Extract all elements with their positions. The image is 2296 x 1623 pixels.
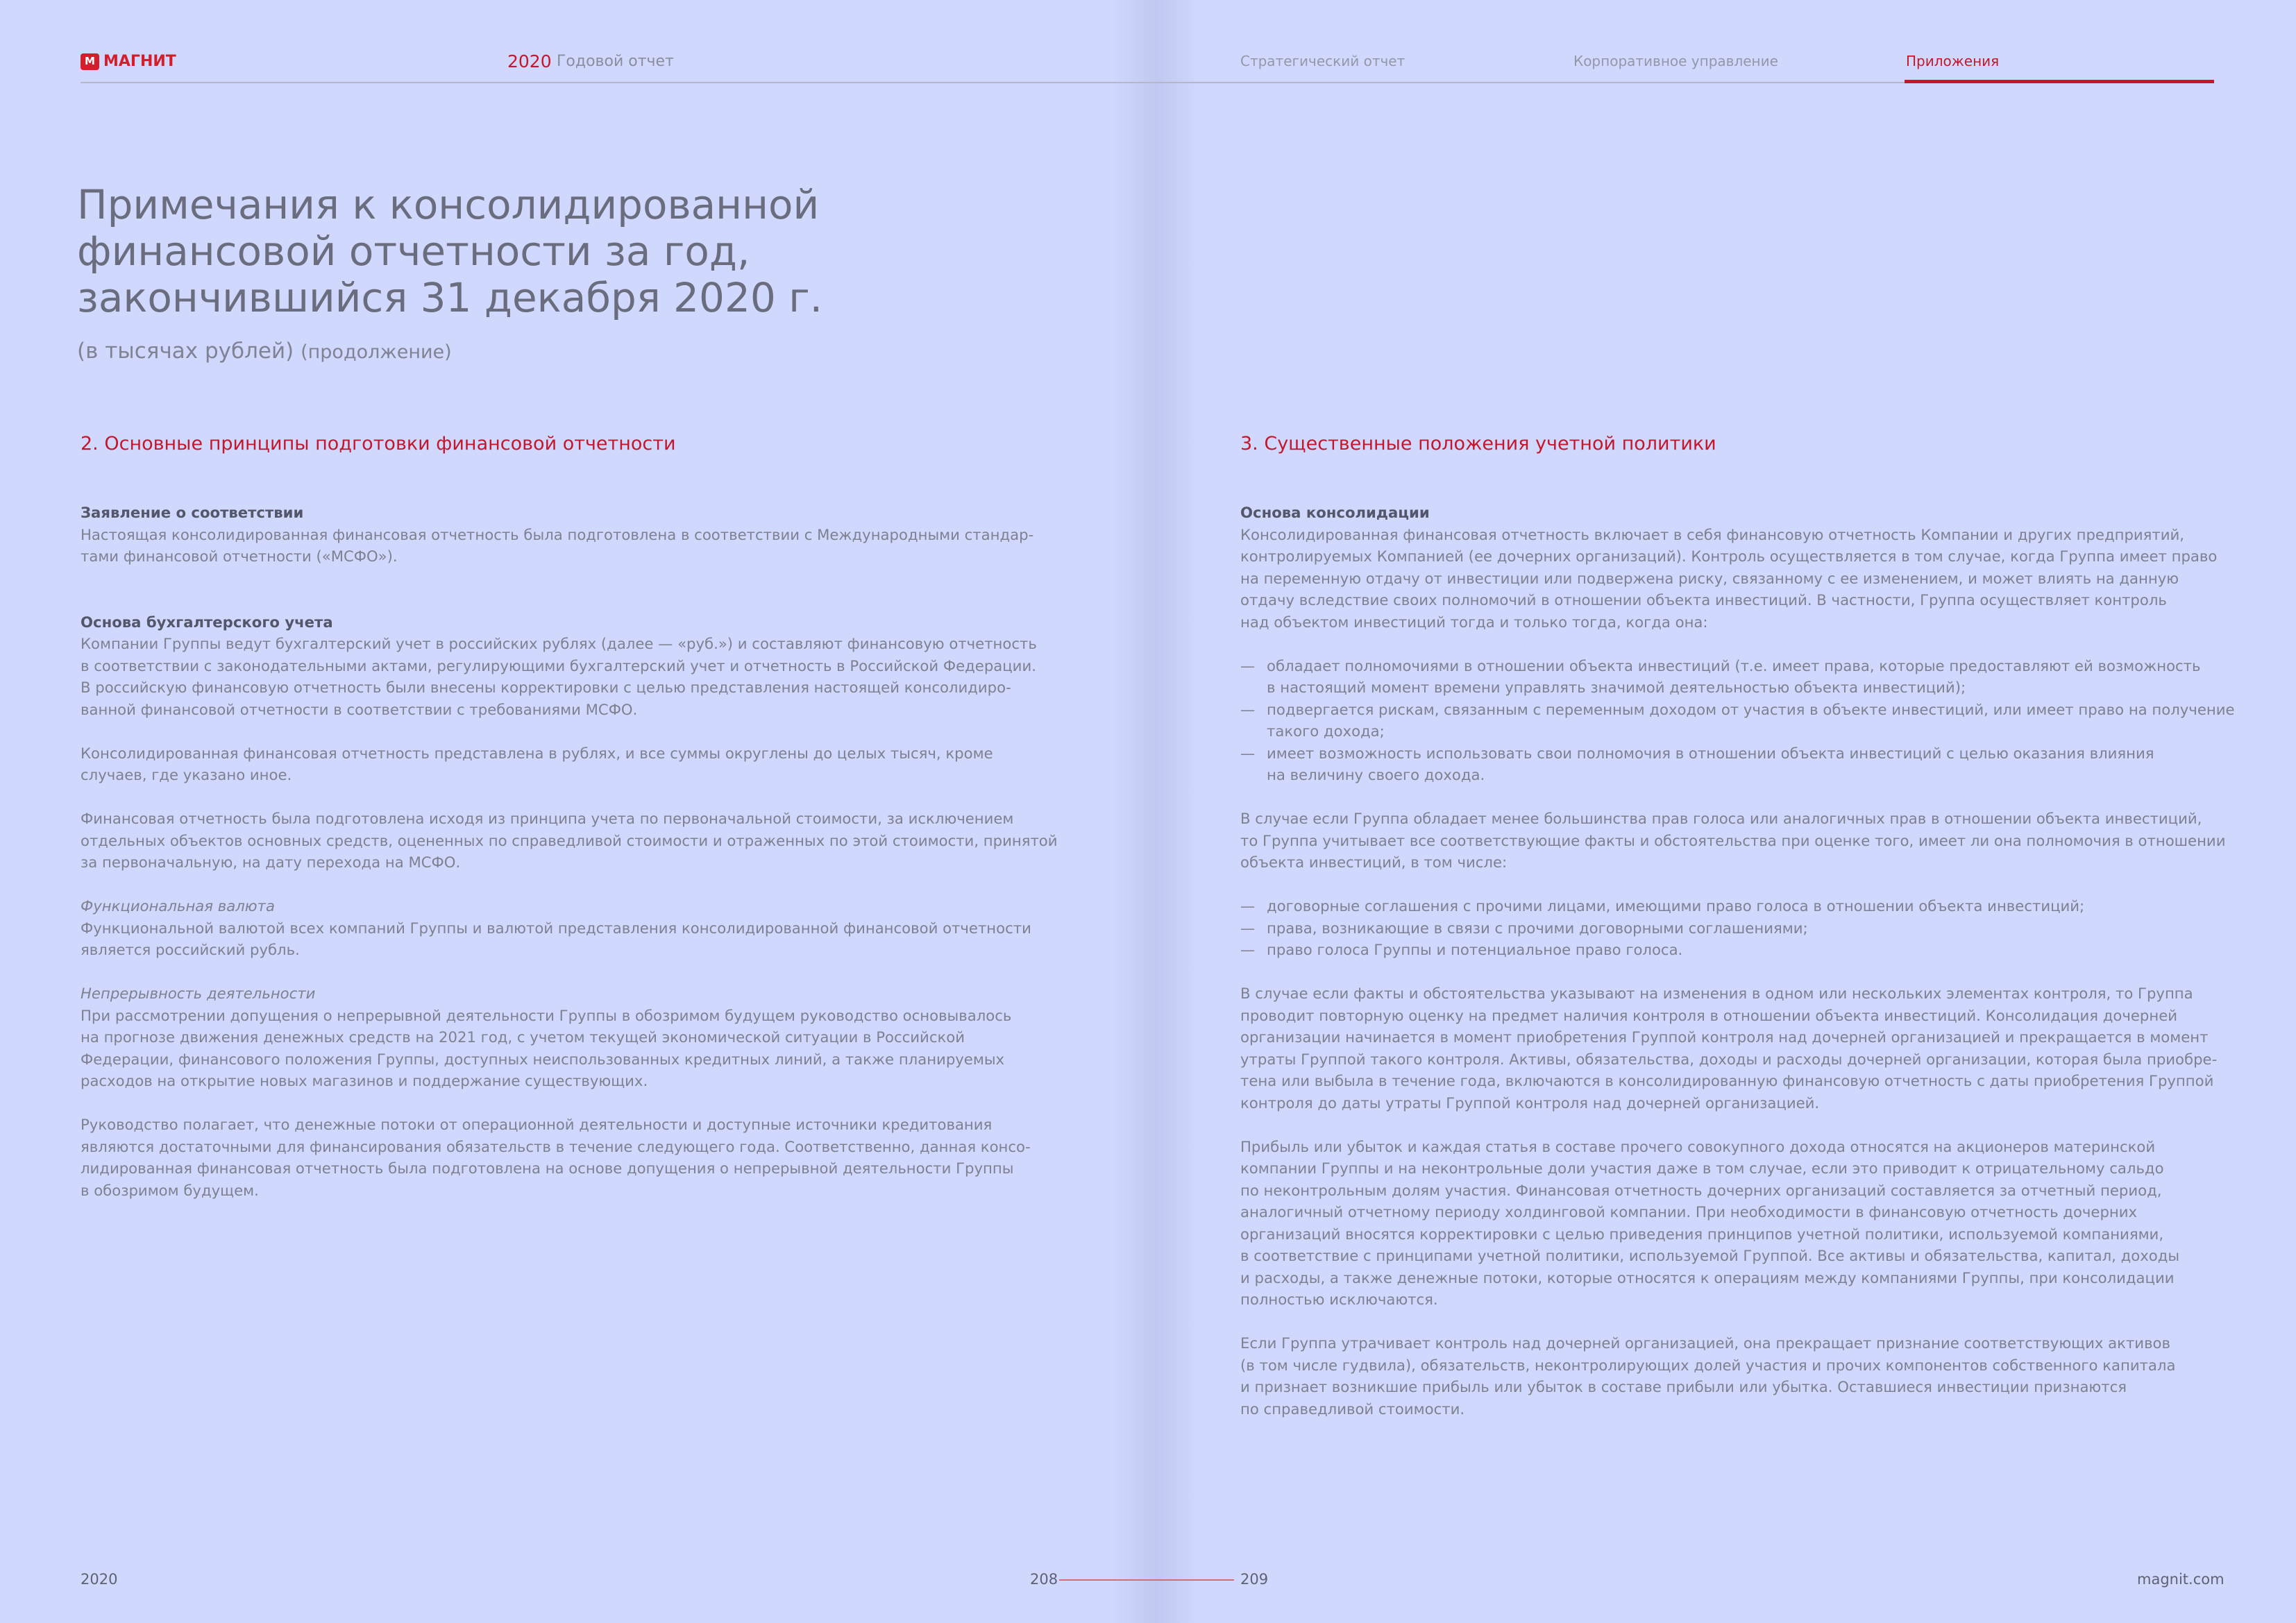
list-item (1240, 655, 2235, 699)
text-line: и признает возникшие прибыль или убыток в составе прибыли или убытка. Оставшиеся инвестиции признаются (1240, 1378, 2127, 1395)
text-line: имеет возможность использовать свои полномочия в отношении объекта инвестиций с целью оказания влияния (1267, 744, 2154, 762)
list-item (1240, 895, 2235, 917)
text-line: В случае если факты и обстоятельства указывают на изменения в одном или нескольких элементах контроля, то Группа (1240, 985, 2193, 1002)
text-line: лидированная финансовая отчетность была подготовлена на основе допущения о непрерывной деятельности Группы (81, 1159, 1014, 1177)
page-gutter (1111, 0, 1194, 1623)
text-line: (в том числе гудвила), обязательств, неконтролирующих долей участия и прочих компонентов собственного капитала (1240, 1356, 2176, 1374)
text-line: компании Группы и на неконтрольные доли участия даже в том случае, если это приводит к отрицательному сальдо (1240, 1159, 2164, 1177)
text-line: случаев, где указано иное. (81, 766, 292, 783)
text-line: Федерации, финансового положения Группы, доступных неиспользованных кредитных линий, а также планируемых (81, 1050, 1005, 1068)
text-line: над объектом инвестиций тогда и только тогда, когда она: (1240, 613, 1708, 631)
text-line: Настоящая консолидированная финансовая отчетность была подготовлена в соответствии с Международными стандар- (81, 525, 1034, 543)
text-line: При рассмотрении допущения о непрерывной деятельности Группы в обозримом будущем руководство основывалось (81, 1006, 1012, 1024)
text-line: за первоначальную, на дату перехода на МСФО. (81, 853, 461, 871)
footer-year: 2020 (81, 1571, 118, 1588)
magnit-logo[interactable] (81, 53, 176, 70)
left-column (81, 502, 1058, 1201)
text-line: Консолидированная финансовая отчетность включает в себя финансовую отчетность Компании и других предприятий, (1240, 525, 2185, 543)
text-line: ванной финансовой отчетности в соответствии с требованиями МСФО. (81, 700, 638, 718)
list-item (1240, 699, 2235, 742)
text-line: Консолидированная финансовая отчетность представлена в рублях, и все суммы округлены до целых тысяч, кроме (81, 744, 993, 762)
text-line: по неконтрольным долям участия. Финансовая отчетность дочерних организаций составляется за отчетный период, (1240, 1181, 2162, 1199)
logo-text: МАГНИТ (103, 53, 176, 70)
text-line: право голоса Группы и потенциальное право голоса. (1267, 941, 1683, 958)
text-line: аналогичный отчетному периоду холдинговой компании. При необходимости в финансовую отчетность дочерних (1240, 1203, 2138, 1221)
text-line: тами финансовой отчетности («МСФО»). (81, 547, 398, 565)
section-title-2: 2. Основные принципы подготовки финансовой отчетности (81, 433, 676, 454)
title-line: финансовой отчетности за год, (77, 228, 750, 275)
text-line: подвергается рискам, связанным с переменным доходом от участия в объекте инвестиций, или имеет право на получение (1267, 700, 2235, 718)
text-line: отдачу вследствие своих полномочий в отношении объекта инвестиций. В частности, Группа осуществляет контроль (1240, 591, 2167, 609)
text-line: права, возникающие в связи с прочими договорными соглашениями; (1267, 919, 1808, 937)
text-line: то Группа учитывает все соответствующие факты и обстоятельства при оценке того, имеет ли она полномочия в отношении (1240, 831, 2226, 849)
text-line: Компании Группы ведут бухгалтерский учет в российских рублях (далее — «руб.») и составляют финансовую отчетность (81, 635, 1037, 652)
bullet-dash: — (1240, 919, 1256, 937)
text-line: и расходы, а также денежные потоки, которые относятся к операциям между компаниями Группы, при консолидации (1240, 1268, 2175, 1286)
text-line: В случае если Группа обладает менее большинства прав голоса или аналогичных прав в отношении объекта инвестиций, (1240, 810, 2202, 827)
header-year: 2020 (507, 51, 552, 71)
text-line: на прогнозе движения денежных средств на 2021 год, с учетом текущей экономической ситуации в Российской (81, 1028, 965, 1046)
text-line: обладает полномочиями в отношении объекта инвестиций (т.е. имеет права, которые предоставляют ей возможность (1267, 656, 2201, 674)
header-report-title: Годовой отчет (557, 53, 674, 70)
nav-corporate-governance[interactable]: Корпоративное управление (1573, 53, 1778, 69)
text-line: являются достаточными для финансирования обязательств в течение следующего года. Соответственно, данная консо- (81, 1137, 1031, 1155)
text-line: контроля до даты утраты Группой контроля над дочерней организацией. (1240, 1094, 1820, 1112)
text-line: тена или выбыла в течение года, включаются в консолидированную финансовую отчетность с даты приобретения Группой (1240, 1072, 2214, 1089)
bullet-dash: — (1240, 656, 1256, 674)
compliance-heading: Заявление о соответствии (81, 504, 304, 521)
text-line: организаций вносятся корректировки с целью приведения принципов учетной политики, используемой компаниями, (1240, 1225, 2164, 1243)
text-line: в настоящий момент времени управлять значимой деятельностью объекта инвестиций); (1267, 679, 1966, 696)
text-line: в соответствие с принципами учетной политики, используемой Группой. Все активы и обязательства, капитал, доходы (1240, 1247, 2180, 1264)
text-line: на переменную отдачу от инвестиции или подвержена риску, связанному с ее изменением, и может влиять на данную (1240, 569, 2179, 587)
text-line: контролируемых Компанией (ее дочерних организаций). Контроль осуществляется в том случае, когда Группа имеет право (1240, 547, 2218, 565)
right-column (1240, 502, 2235, 1420)
text-line: проводит повторную оценку на предмет наличия контроля в отношении объекта инвестиций. Консолидация дочерней (1240, 1006, 2178, 1024)
going-concern-heading: Непрерывность деятельности (81, 985, 316, 1002)
text-line: В российскую финансовую отчетность были внесены корректировки с целью представления настоящей консолидиро- (81, 679, 1011, 696)
consolidation-heading: Основа консолидации (1240, 504, 1430, 521)
currency-heading: Функциональная валюта (81, 897, 275, 915)
text-line: отдельных объектов основных средств, оцененных по справедливой стоимости и отраженных по этой стоимости, принятой (81, 831, 1058, 849)
active-nav-underline (1905, 80, 2214, 83)
list-item (1240, 742, 2235, 786)
bullet-dash: — (1240, 700, 1256, 718)
page-number-left: 208 (1030, 1571, 1058, 1588)
nav-appendices[interactable]: Приложения (1906, 53, 2000, 69)
page-number-right: 209 (1240, 1571, 1269, 1588)
continued-note: (продолжение) (301, 341, 452, 363)
nav-strategic-report[interactable]: Стратегический отчет (1240, 53, 1406, 69)
text-line: Если Группа утрачивает контроль над дочерней организацией, она прекращает признание соответствующих активов (1240, 1334, 2171, 1352)
bullet-dash: — (1240, 744, 1256, 762)
section-title-3: 3. Существенные положения учетной политики (1240, 433, 1716, 454)
bullet-dash: — (1240, 941, 1256, 958)
text-line: полностью исключаются. (1240, 1291, 1438, 1308)
text-line: Руководство полагает, что денежные потоки от операционной деятельности и доступные источники кредитования (81, 1116, 993, 1133)
text-line: Прибыль или убыток и каждая статья в составе прочего совокупного дохода относятся на акционеров материнской (1240, 1137, 2156, 1155)
text-line: расходов на открытие новых магазинов и поддержание существующих. (81, 1072, 648, 1089)
text-line: является российский рубль. (81, 941, 300, 958)
text-line: организации начинается в момент приобретения Группой контроля над дочерней организацией и прекращается в момент (1240, 1028, 2209, 1046)
units-note: (в тысячах рублей) (77, 339, 294, 364)
page-subtitle (77, 339, 452, 364)
magnit-logo-icon: М (81, 53, 99, 70)
title-line: закончившийся 31 декабря 2020 г. (77, 274, 823, 321)
text-line: такого дохода; (1267, 722, 1385, 740)
list-item (1240, 917, 2235, 940)
text-line: в соответствии с законодательными актами, регулирующими бухгалтерский учет и отчетность в Российской Федерации. (81, 656, 1036, 674)
text-line: Финансовая отчетность была подготовлена исходя из принципа учета по первоначальной стоимости, за исключением (81, 810, 1014, 827)
text-line: Функциональной валютой всех компаний Группы и валютой представления консолидированной финансовой отчетности (81, 919, 1031, 937)
accounting-basis-heading: Основа бухгалтерского учета (81, 613, 333, 631)
text-line: в обозримом будущем. (81, 1181, 259, 1199)
text-line: по справедливой стоимости. (1240, 1400, 1465, 1418)
bullet-dash: — (1240, 897, 1256, 915)
text-line: на величину своего дохода. (1267, 766, 1485, 783)
text-line: объекта инвестиций, в том числе: (1240, 853, 1508, 871)
text-line: договорные соглашения с прочими лицами, имеющими право голоса в отношении объекта инвестиций; (1267, 897, 2085, 915)
text-line: утраты Группой такого контроля. Активы, обязательства, доходы и расходы дочерней организации, которая была приобре- (1240, 1050, 2218, 1068)
list-item (1240, 939, 2235, 961)
footer-page-divider (1059, 1579, 1234, 1581)
page-title (77, 182, 979, 321)
header-rule (81, 82, 2214, 83)
title-line: Примечания к консолидированной (77, 181, 820, 228)
footer-site-link[interactable]: magnit.com (2137, 1571, 2225, 1588)
